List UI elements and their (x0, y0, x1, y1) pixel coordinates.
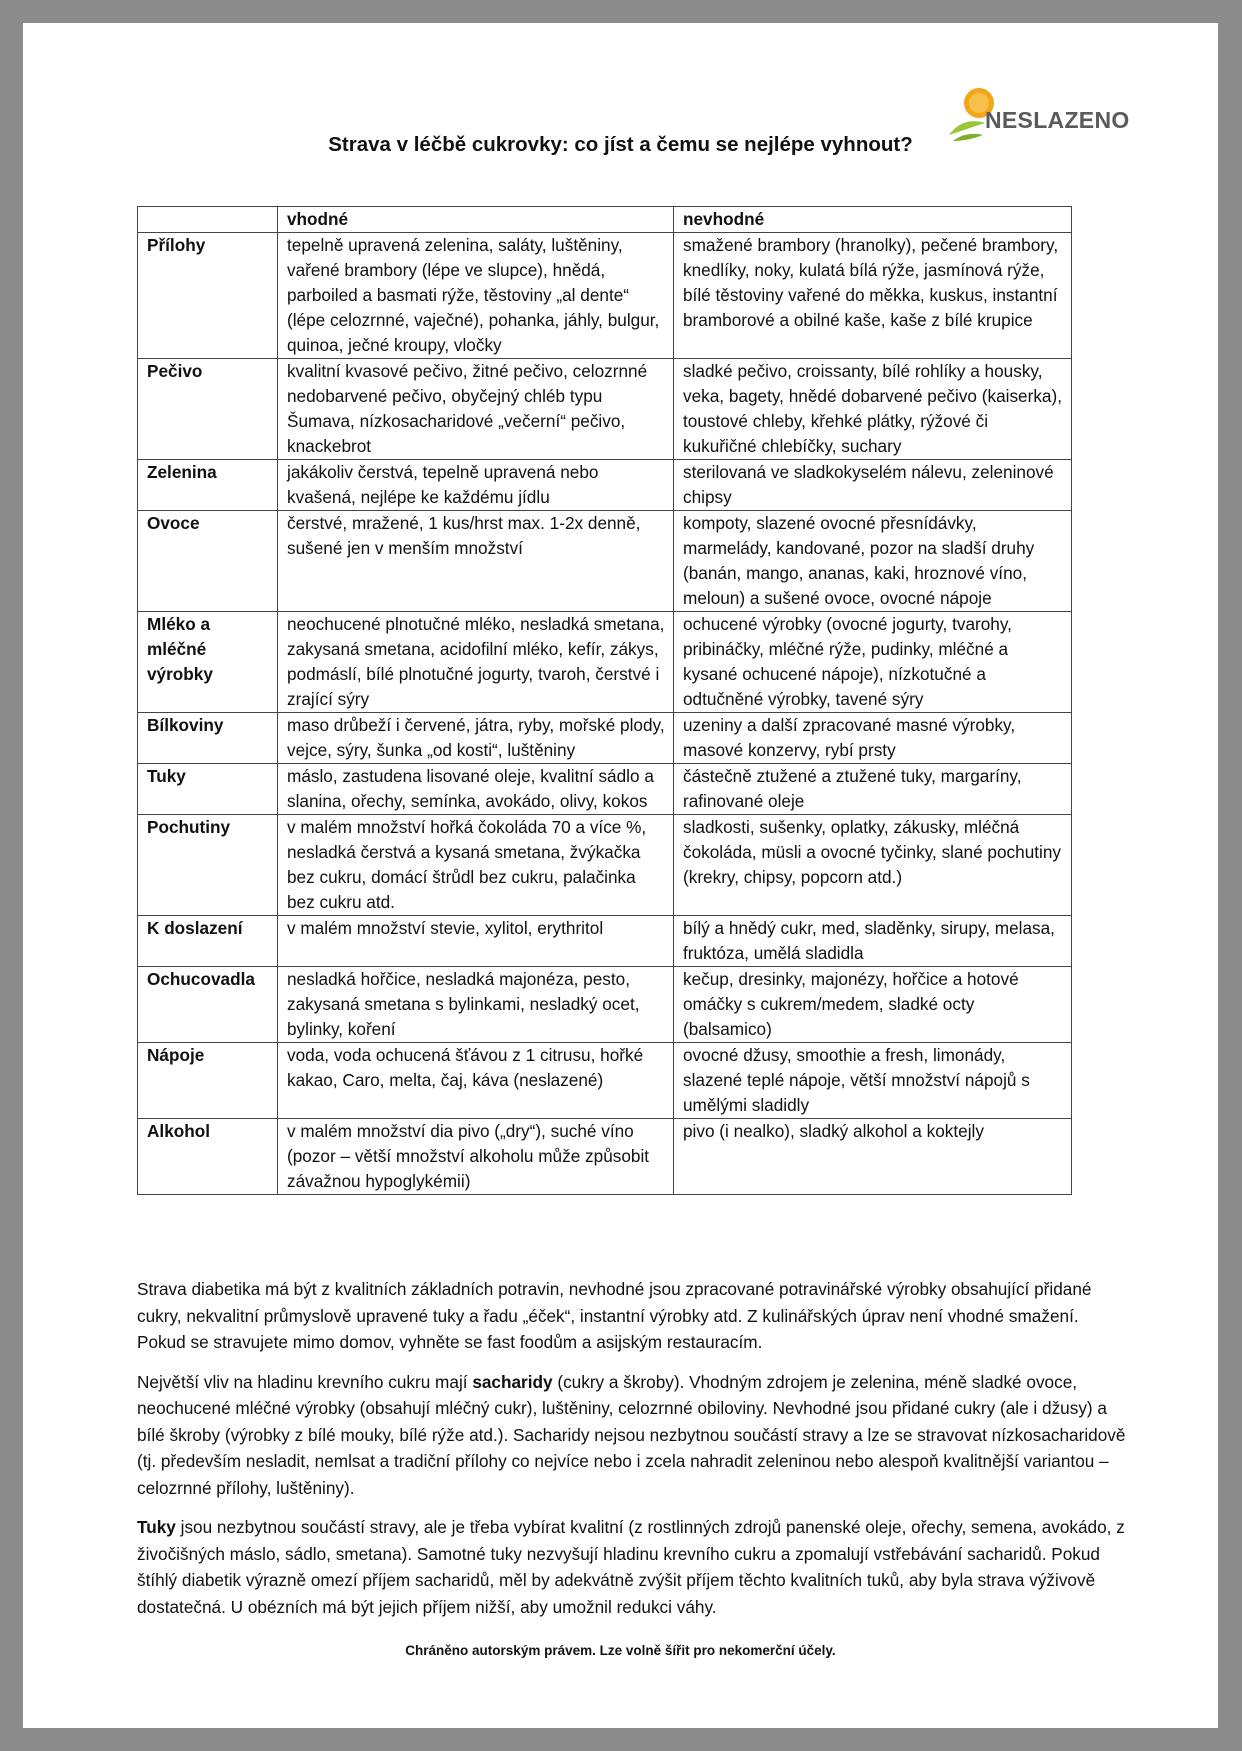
row-category: Mléko a mléčné výrobky (138, 612, 278, 713)
row-suitable: tepelně upravená zelenina, saláty, luštěniny, vařené brambory (lépe ve slupce), hnědá, parboiled a basmati rýže, těstoviny „al dente“ (lépe celozrnné, vaječné), pohanka, jáhly, bulgur, quinoa, ječné kroupy, vločky (278, 233, 674, 359)
page-title: Strava v léčbě cukrovky: co jíst a čemu se nejlépe vyhnout? (328, 133, 913, 156)
document-page (23, 23, 1218, 1728)
row-unsuitable: částečně ztužené a ztužené tuky, margaríny, rafinované oleje (674, 764, 1072, 815)
copyright-footer: Chráněno autorským právem. Lze volně šířit pro nekomerční účely. (405, 1643, 836, 1658)
row-unsuitable: sladkosti, sušenky, oplatky, zákusky, mléčná čokoláda, müsli a ovocné tyčinky, slané pochutiny (krekry, chipsy, popcorn atd.) (674, 815, 1072, 916)
table-row (138, 916, 1072, 967)
row-suitable: čerstvé, mražené, 1 kus/hrst max. 1-2x denně, sušené jen v menším množství (278, 511, 674, 612)
keyword-sacharidy: sacharidy (472, 1371, 553, 1392)
row-category: Přílohy (138, 233, 278, 359)
row-category: Ochucovadla (138, 967, 278, 1043)
keyword-tuky: Tuky (137, 1517, 176, 1537)
column-header-bad: nevhodné (674, 207, 1072, 233)
row-suitable: voda, voda ochucená šťávou z 1 citrusu, hořké kakao, Caro, melta, čaj, káva (neslazené) (278, 1043, 674, 1119)
table-row (138, 1119, 1072, 1195)
row-suitable: jakákoliv čerstvá, tepelně upravená nebo kvašená, nejlépe ke každému jídlu (278, 460, 674, 511)
row-category: Pochutiny (138, 815, 278, 916)
row-suitable: v malém množství dia pivo („dry“), suché víno (pozor – větší množství alkoholu může způsobit závažnou hypoglykémii) (278, 1119, 674, 1195)
column-header-good: vhodné (278, 207, 674, 233)
table-row (138, 1043, 1072, 1119)
row-unsuitable: pivo (i nealko), sladký alkohol a koktejly (674, 1119, 1072, 1195)
table-row (138, 460, 1072, 511)
row-category: Ovoce (138, 511, 278, 612)
table-header-row (138, 207, 1072, 233)
paragraph-carbohydrates: Největší vliv na hladinu krevního cukru mají sacharidy (cukry a škroby). Vhodným zdrojem je zelenina, méně sladké ovoce, neochucené mléčné výrobky (obsahují mléčný cukr), luštěniny, celozrnné obiloviny. Nevhodné jsou přidané cukry (ale i džusy) a bílé škroby (výrobky z bílé mouky, bílé rýže atd.). Sacharidy nejsou nezbytnou součástí stravy a lze se stravovat nízkosacharidově (tj. především nesladit, nemlsat a tradiční přílohy co nejvíce nebo i zcela nahradit zeleninou nebo alespoň kvalitnější variantou – celozrnné přílohy, luštěniny). (137, 1371, 1126, 1498)
row-suitable: maso drůbeží i červené, játra, ryby, mořské plody, vejce, sýry, šunka „od kosti“, luštěniny (278, 713, 674, 764)
row-category: Pečivo (138, 359, 278, 460)
row-suitable: máslo, zastudena lisované oleje, kvalitní sádlo a slanina, ořechy, semínka, avokádo, olivy, kokos (278, 764, 674, 815)
row-suitable: v malém množství hořká čokoláda 70 a více %, nesladká čerstvá a kysaná smetana, žvýkačka bez cukru, domácí štrůdl bez cukru, palačinka bez cukru atd. (278, 815, 674, 916)
body-text (137, 1276, 1127, 1633)
brand-name: NESLAZENO (985, 107, 1130, 133)
table-row (138, 967, 1072, 1043)
table-row (138, 511, 1072, 612)
row-suitable: neochucené plnotučné mléko, nesladká smetana, zakysaná smetana, acidofilní mléko, kefír, zákys, podmáslí, bílé plnotučné jogurty, tvaroh, čerstvé i zrající sýry (278, 612, 674, 713)
table-row (138, 713, 1072, 764)
table-row (138, 764, 1072, 815)
row-suitable: kvalitní kvasové pečivo, žitné pečivo, celozrnné nedobarvené pečivo, obyčejný chléb typu Šumava, nízkosacharidové „večerní“ pečivo, knackebrot (278, 359, 674, 460)
row-category: Alkohol (138, 1119, 278, 1195)
row-unsuitable: kompoty, slazené ovocné přesnídávky, marmelády, kandované, pozor na sladší druhy (banán, mango, ananas, kaki, hroznové víno, meloun) a sušené ovoce, ovocné nápoje (674, 511, 1072, 612)
table-row (138, 359, 1072, 460)
row-unsuitable: smažené brambory (hranolky), pečené brambory, knedlíky, noky, kulatá bílá rýže, jasmínová rýže, bílé těstoviny vařené do měkka, kuskus, instantní bramborové a obilné kaše, kaše z bílé krupice (674, 233, 1072, 359)
food-table (137, 206, 1072, 1195)
row-category: K doslazení (138, 916, 278, 967)
column-header-category (138, 207, 278, 233)
table-row (138, 233, 1072, 359)
row-unsuitable: sterilovaná ve sladkokyselém nálevu, zeleninové chipsy (674, 460, 1072, 511)
row-unsuitable: kečup, dresinky, majonézy, hořčice a hotové omáčky s cukrem/medem, sladké octy (balsamico) (674, 967, 1072, 1043)
table-row (138, 815, 1072, 916)
row-unsuitable: ochucené výrobky (ovocné jogurty, tvarohy, pribináčky, mléčné rýže, pudinky, mléčné a kysané ochucené nápoje), nízkotučné a odtučněné výrobky, tavené sýry (674, 612, 1072, 713)
row-unsuitable: bílý a hnědý cukr, med, sladěnky, sirupy, melasa, fruktóza, umělá sladidla (674, 916, 1072, 967)
row-suitable: nesladká hořčice, nesladká majonéza, pesto, zakysaná smetana s bylinkami, nesladký ocet, bylinky, koření (278, 967, 674, 1043)
row-unsuitable: uzeniny a další zpracované masné výrobky, masové konzervy, rybí prsty (674, 713, 1072, 764)
row-category: Tuky (138, 764, 278, 815)
row-unsuitable: ovocné džusy, smoothie a fresh, limonády, slazené teplé nápoje, větší množství nápojů s umělými sladidly (674, 1043, 1072, 1119)
paragraph-fats: Tuky jsou nezbytnou součástí stravy, ale je třeba vybírat kvalitní (z rostlinných zdrojů panenské oleje, ořechy, semena, avokádo, z živočišných máslo, sádlo, smetana). Samotné tuky nezvyšují hladinu krevního cukru a zpomalují vstřebávání sacharidů. Pokud štíhlý diabetik výrazně omezí příjem sacharidů, měl by adekvátně zvýšit příjem těchto kvalitních tuků, aby byla strava výživově dostatečná. U obézních má být jejich příjem nižší, aby umožnil redukci váhy. (137, 1517, 1125, 1617)
row-suitable: v malém množství stevie, xylitol, erythritol (278, 916, 674, 967)
paragraph-general: Strava diabetika má být z kvalitních základních potravin, nevhodné jsou zpracované potravinářské výrobky obsahující přidané cukry, nekvalitní průmyslově upravené tuky a řadu „éček“, instantní výrobky atd. Z kulinářských úprav není vhodné smažení. Pokud se stravujete mimo domov, vyhněte se fast foodům a asijským restauracím. (137, 1279, 1092, 1352)
table-row (138, 612, 1072, 713)
row-unsuitable: sladké pečivo, croissanty, bílé rohlíky a housky, veka, bagety, hnědé dobarvené pečivo (kaiserka), toustové chleby, křehké plátky, rýžové či kukuřičné chlebíčky, suchary (674, 359, 1072, 460)
row-category: Zelenina (138, 460, 278, 511)
row-category: Nápoje (138, 1043, 278, 1119)
row-category: Bílkoviny (138, 713, 278, 764)
